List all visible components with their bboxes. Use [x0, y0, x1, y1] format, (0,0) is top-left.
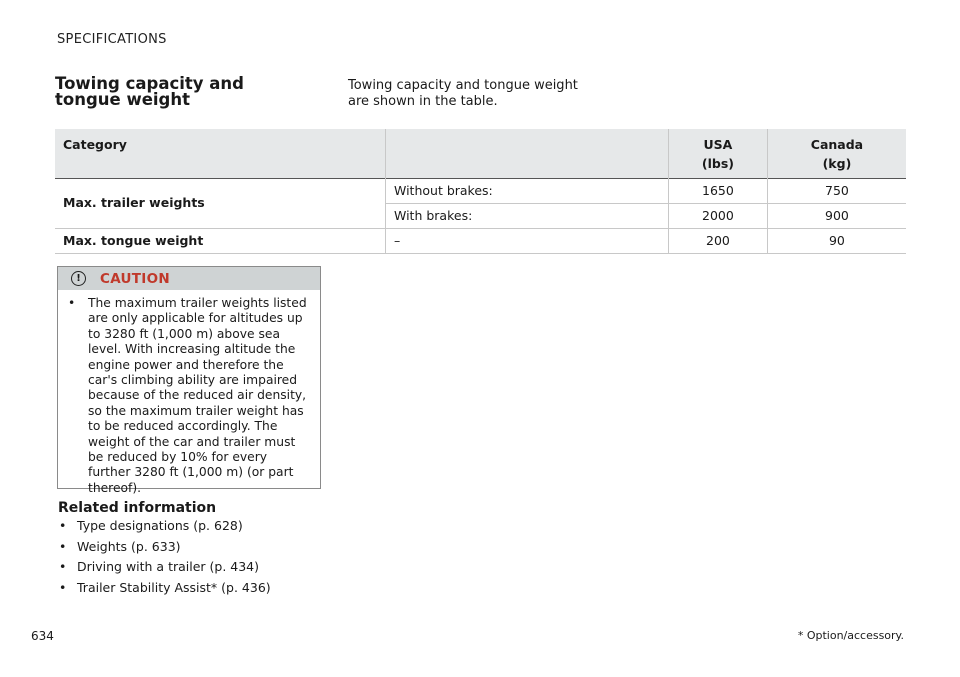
- row-canada-value: 750: [767, 178, 906, 203]
- caution-box: [57, 266, 321, 495]
- row-category: Max. tongue weight: [55, 228, 386, 253]
- page-title: Towing capacity and tongue weight: [55, 74, 244, 109]
- row-condition: –: [386, 228, 669, 253]
- header-usa-label: USA: [703, 137, 733, 152]
- row-usa-value: 1650: [669, 178, 768, 203]
- row-condition: Without brakes:: [386, 178, 669, 203]
- related-information-list: [57, 516, 271, 598]
- exclamation-circle-icon: !: [71, 271, 86, 286]
- related-link-type-designations[interactable]: • Type designations (p. 628): [57, 516, 271, 537]
- table-header-row: [55, 129, 906, 178]
- row-canada-value: 900: [767, 203, 906, 228]
- page-number: 634: [31, 629, 54, 643]
- row-category: Max. trailer weights: [55, 178, 386, 228]
- related-information-title: Related information: [58, 500, 217, 516]
- row-usa-value: 200: [669, 228, 768, 253]
- intro-text: Towing capacity and tongue weight are shown in the table.: [348, 78, 578, 109]
- header-usa-unit: (lbs): [701, 156, 734, 171]
- bullet-icon: •: [68, 296, 76, 310]
- header-usa: [669, 129, 768, 178]
- section-header: SPECIFICATIONS: [57, 32, 167, 47]
- caution-body: [58, 290, 320, 496]
- caution-text: The maximum trailer weights listed are only applicable for altitudes up to 3280 ft (1,000 m) above sea level. With increasing altitude the engine power and therefore the car's climbing ability are impaired because of the reduced air density, so the maximum trailer weight has to be reduced accordingly. The weight of the car and trailer must be reduced by 10% for every further 3280 ft (1,000 m) (or part thereof).: [88, 296, 307, 495]
- row-condition: With brakes:: [386, 203, 669, 228]
- row-canada-value: 90: [767, 228, 906, 253]
- towing-capacity-table: [55, 129, 906, 254]
- caution-header: [58, 267, 320, 290]
- header-canada-unit: (kg): [822, 156, 852, 171]
- header-canada-label: Canada: [810, 137, 864, 152]
- header-condition: [386, 129, 669, 178]
- header-canada: [767, 129, 906, 178]
- table-row: [55, 228, 906, 253]
- related-link-trailer-stability-assist[interactable]: • Trailer Stability Assist* (p. 436): [57, 578, 271, 599]
- header-category: Category: [63, 137, 127, 152]
- option-footnote: * Option/accessory.: [797, 629, 904, 642]
- table-row: [55, 178, 906, 203]
- related-link-driving-with-trailer[interactable]: • Driving with a trailer (p. 434): [57, 557, 271, 578]
- related-link-weights[interactable]: • Weights (p. 633): [57, 537, 271, 558]
- caution-title: CAUTION: [100, 270, 171, 287]
- row-usa-value: 2000: [669, 203, 768, 228]
